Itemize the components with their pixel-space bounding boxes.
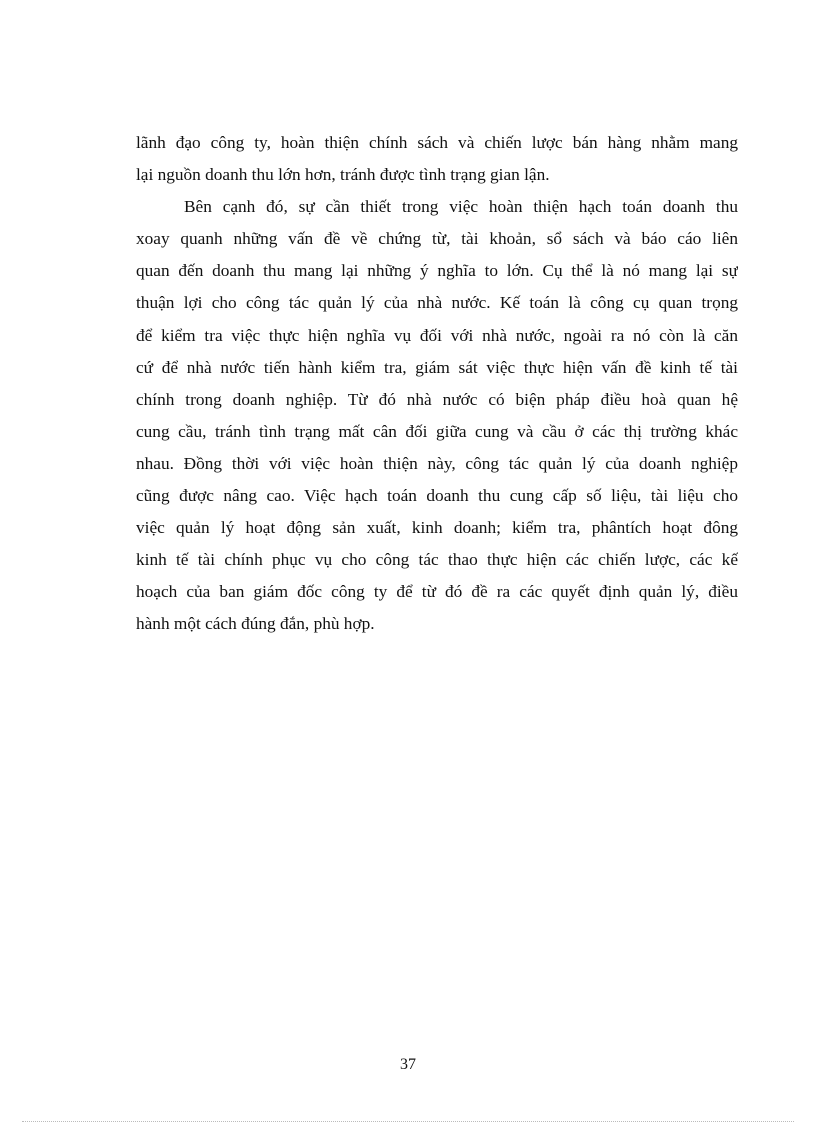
text-line: lãnh đạo công ty, hoàn thiện chính sách và chiến lược bán hàng nhằm mang: [136, 133, 738, 152]
text-line: kinh tế tài chính phục vụ cho công tác thao thực hiện các chiến lược, các kế: [136, 550, 738, 570]
text-line: cứ để nhà nước tiến hành kiểm tra, giám sát việc thực hiện vấn đề kinh tế tài: [136, 357, 738, 377]
text-line: xoay quanh những vấn đề về chứng từ, tài khoản, sổ sách và báo cáo liên: [136, 229, 738, 249]
text-line: chính trong doanh nghiệp. Từ đó nhà nước có biện pháp điều hoà quan hệ: [136, 389, 738, 409]
text-line: hành một cách đúng đắn, phù hợp.: [136, 614, 375, 634]
text-line: quan đến doanh thu mang lại những ý nghĩa to lớn. Cụ thể là nó mang lại sự: [136, 261, 738, 281]
text-line: lại nguồn doanh thu lớn hơn, tránh được tình trạng gian lận.: [136, 165, 550, 185]
text-line: thuận lợi cho công tác quản lý của nhà nước. Kế toán là công cụ quan trọng: [136, 293, 738, 313]
footer-divider: [22, 1121, 794, 1122]
page-number: 37: [400, 1056, 416, 1073]
text-line: việc quản lý hoạt động sản xuất, kinh doanh; kiểm tra, phântích hoạt đông: [136, 518, 738, 538]
text-line: hoạch của ban giám đốc công ty để từ đó đề ra các quyết định quản lý, điều: [136, 582, 738, 602]
text-line: cũng được nâng cao. Việc hạch toán doanh thu cung cấp số liệu, tài liệu cho: [136, 486, 738, 506]
text-line: nhau. Đồng thời với việc hoàn thiện này, công tác quản lý của doanh nghiệp: [136, 453, 738, 473]
text-line: cung cầu, tránh tình trạng mất cân đối giữa cung và cầu ở các thị trường khác: [136, 421, 738, 441]
text-line: Bên cạnh đó, sự cần thiết trong việc hoàn thiện hạch toán doanh thu: [184, 197, 738, 217]
text-line: để kiểm tra việc thực hiện nghĩa vụ đối với nhà nước, ngoài ra nó còn là căn: [136, 325, 738, 345]
body-text: [136, 127, 738, 641]
